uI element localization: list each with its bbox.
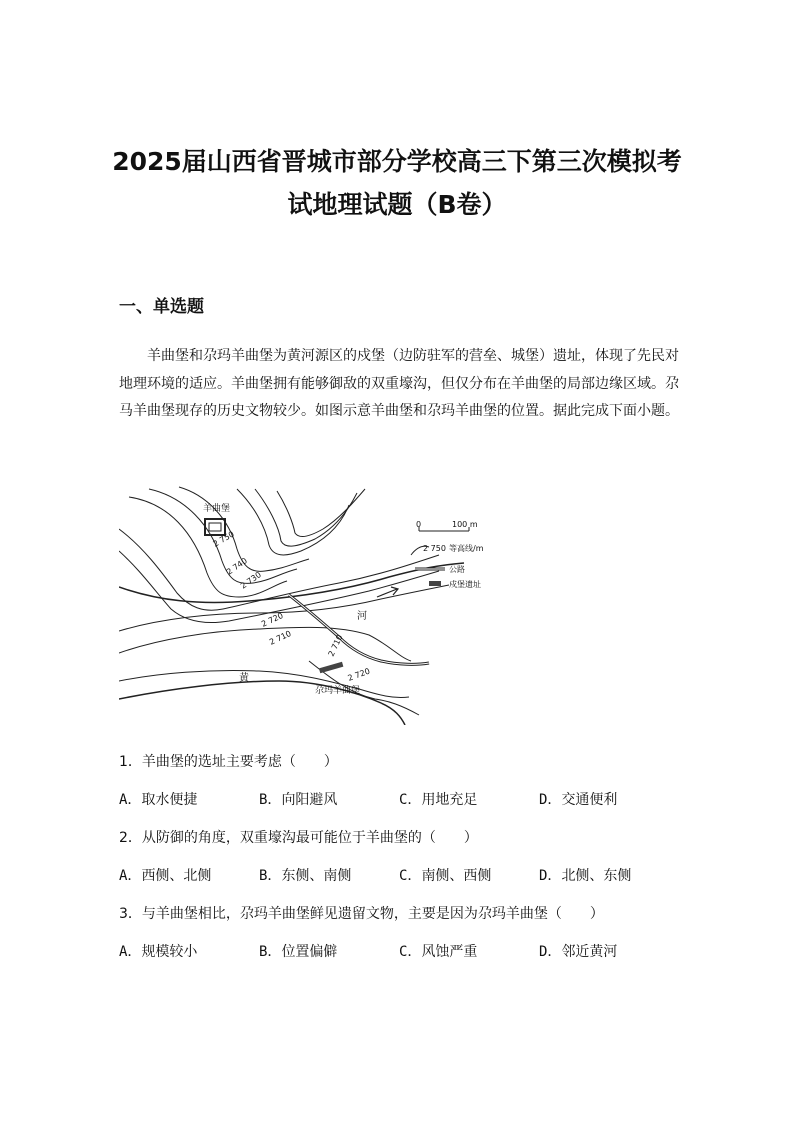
map-legend (411, 520, 484, 589)
contour-label: 2 720 (346, 666, 372, 683)
question-2-options (119, 865, 719, 889)
scale-zero: 0 (416, 520, 422, 529)
legend-contour-sample: 2 750 (423, 544, 446, 553)
option: D．北侧、东侧 (539, 868, 632, 884)
option: B．位置偏僻 (259, 944, 338, 960)
question-3-stem: 3．与羊曲堡相比，尕玛羊曲堡鲜见遗留文物，主要是因为尕玛羊曲堡（ ） (119, 906, 604, 922)
contour-line (277, 489, 365, 536)
option: D．交通便利 (539, 792, 618, 808)
option: A．取水便捷 (119, 792, 198, 808)
contour-label: 2 730 (238, 570, 263, 591)
scale-value: 100 m (452, 520, 478, 529)
contour-line (255, 489, 357, 546)
contour-label: 2 740 (224, 556, 249, 577)
passage-text: 羊曲堡和尕玛羊曲堡为黄河源区的戍堡（边防驻军的营垒、城堡）遗址，体现了先民对地理环境的适应。羊曲堡拥有能够御敌的双重壕沟，但仅分布在羊曲堡的局部边缘区域。尕马羊曲堡现存的历史文物较少。如图示意羊曲堡和尕玛羊曲堡的位置。据此完成下面小题。 (119, 348, 679, 419)
document-title (60, 140, 734, 226)
contour-label: 2 710 (326, 633, 345, 658)
question-2-stem: 2．从防御的角度，双重壕沟最可能位于羊曲堡的（ ） (119, 830, 478, 846)
question-1-options (119, 789, 719, 813)
legend-ruin-icon (429, 581, 441, 586)
legend-contour-text: 等高线/m (449, 544, 484, 553)
question-3-options (119, 941, 719, 965)
map-label-yangqu: 羊曲堡 (203, 504, 231, 514)
option: D．邻近黄河 (539, 944, 618, 960)
road (289, 595, 429, 664)
option: C．风蚀严重 (399, 944, 478, 960)
contour-line (119, 585, 449, 631)
legend-road-text: 公路 (449, 565, 465, 574)
question-1-stem: 1．羊曲堡的选址主要考虑（ ） (119, 754, 338, 770)
map-label-he: 河 (357, 611, 367, 622)
contour-label: 2 710 (268, 628, 293, 647)
option: A．西侧、北侧 (119, 868, 212, 884)
title-line-1: 2025届山西省晋城市部分学校高三下第三次模拟考 (112, 147, 682, 176)
legend-ruin-text: 戍堡遗址 (449, 580, 481, 589)
map-label-gama: 尕玛羊曲堡 (315, 686, 361, 696)
fort-icon (205, 519, 225, 535)
contour-map (119, 485, 519, 725)
section-heading: 一、单选题 (119, 297, 204, 317)
map-label-huang: 黄 (239, 673, 249, 684)
gama-ruin-icon (319, 662, 343, 673)
contour-label: 2 720 (260, 610, 285, 629)
fort-icon-inner (209, 523, 221, 531)
option: C．南侧、西侧 (399, 868, 492, 884)
contour-label: 2 750 (211, 529, 236, 549)
option: A．规模较小 (119, 944, 198, 960)
option: C．用地充足 (399, 792, 478, 808)
river-bank-south (119, 681, 405, 725)
option: B．向阳避风 (259, 792, 338, 808)
option: B．东侧、南侧 (259, 868, 352, 884)
title-line-2: 试地理试题（B卷） (287, 190, 507, 219)
